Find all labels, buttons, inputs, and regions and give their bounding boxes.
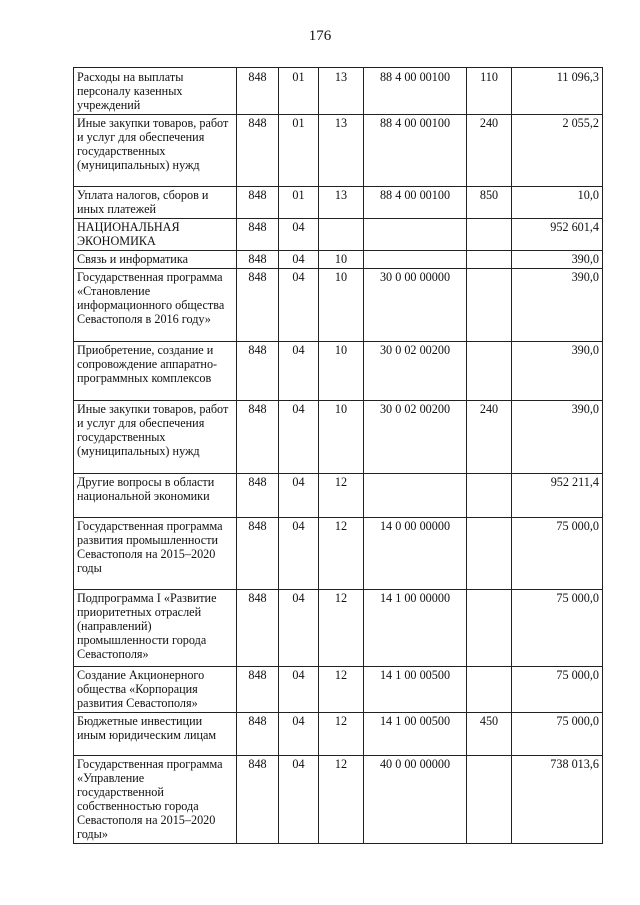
row-name-cell: Приобретение, создание и сопровождение аппаратно-программных комплексов <box>74 342 237 401</box>
expense-type-cell <box>467 342 512 401</box>
section-code-cell: 01 <box>279 187 319 219</box>
subsection-code-cell: 10 <box>319 401 364 474</box>
subsection-code-cell: 12 <box>319 474 364 518</box>
ministry-code-cell: 848 <box>237 68 279 115</box>
ministry-code-cell: 848 <box>237 115 279 187</box>
table-row <box>74 474 603 518</box>
row-name-cell: Другие вопросы в области национальной экономики <box>74 474 237 518</box>
row-name-cell: Подпрограмма I «Развитие приоритетных отраслей (направлений) промышленности города Севастополя» <box>74 590 237 667</box>
table-row <box>74 68 603 115</box>
amount-cell: 75 000,0 <box>512 518 603 590</box>
ministry-code-cell: 848 <box>237 713 279 756</box>
target-article-cell: 88 4 00 00100 <box>364 68 467 115</box>
target-article-cell <box>364 474 467 518</box>
expense-type-cell: 450 <box>467 713 512 756</box>
table-row <box>74 401 603 474</box>
row-name-cell: НАЦИОНАЛЬНАЯ ЭКОНОМИКА <box>74 219 237 251</box>
table-row <box>74 590 603 667</box>
table-row <box>74 219 603 251</box>
target-article-cell: 88 4 00 00100 <box>364 115 467 187</box>
table-row <box>74 342 603 401</box>
section-code-cell: 04 <box>279 667 319 713</box>
expense-type-cell <box>467 518 512 590</box>
amount-cell: 75 000,0 <box>512 590 603 667</box>
amount-cell: 390,0 <box>512 251 603 269</box>
target-article-cell: 14 0 00 00000 <box>364 518 467 590</box>
table-row <box>74 115 603 187</box>
table-row <box>74 667 603 713</box>
page-number: 176 <box>308 28 332 44</box>
amount-cell: 952 601,4 <box>512 219 603 251</box>
section-code-cell: 04 <box>279 401 319 474</box>
expense-type-cell <box>467 269 512 342</box>
target-article-cell <box>364 219 467 251</box>
subsection-code-cell: 12 <box>319 667 364 713</box>
table-row <box>74 713 603 756</box>
row-name-cell: Расходы на выплаты персоналу казенных учреждений <box>74 68 237 115</box>
table-row <box>74 187 603 219</box>
section-code-cell: 04 <box>279 251 319 269</box>
target-article-cell: 14 1 00 00000 <box>364 590 467 667</box>
ministry-code-cell: 848 <box>237 342 279 401</box>
amount-cell: 952 211,4 <box>512 474 603 518</box>
expense-type-cell <box>467 756 512 844</box>
target-article-cell: 30 0 02 00200 <box>364 342 467 401</box>
subsection-code-cell: 12 <box>319 713 364 756</box>
subsection-code-cell: 12 <box>319 518 364 590</box>
row-name-cell: Создание Акционерного общества «Корпорация развития Севастополя» <box>74 667 237 713</box>
ministry-code-cell: 848 <box>237 756 279 844</box>
table-row <box>74 518 603 590</box>
expense-type-cell <box>467 590 512 667</box>
amount-cell: 75 000,0 <box>512 667 603 713</box>
ministry-code-cell: 848 <box>237 219 279 251</box>
amount-cell: 10,0 <box>512 187 603 219</box>
ministry-code-cell: 848 <box>237 187 279 219</box>
expense-type-cell <box>467 219 512 251</box>
section-code-cell: 04 <box>279 590 319 667</box>
amount-cell: 390,0 <box>512 342 603 401</box>
subsection-code-cell: 12 <box>319 756 364 844</box>
section-code-cell: 04 <box>279 474 319 518</box>
ministry-code-cell: 848 <box>237 667 279 713</box>
target-article-cell: 88 4 00 00100 <box>364 187 467 219</box>
row-name-cell: Связь и информатика <box>74 251 237 269</box>
section-code-cell: 04 <box>279 518 319 590</box>
amount-cell: 390,0 <box>512 269 603 342</box>
section-code-cell: 01 <box>279 68 319 115</box>
expense-type-cell <box>467 667 512 713</box>
subsection-code-cell: 13 <box>319 68 364 115</box>
subsection-code-cell: 10 <box>319 269 364 342</box>
amount-cell: 75 000,0 <box>512 713 603 756</box>
subsection-code-cell: 13 <box>319 115 364 187</box>
target-article-cell: 30 0 00 00000 <box>364 269 467 342</box>
expense-type-cell <box>467 474 512 518</box>
row-name-cell: Бюджетные инвестиции иным юридическим лицам <box>74 713 237 756</box>
section-code-cell: 04 <box>279 713 319 756</box>
subsection-code-cell: 10 <box>319 251 364 269</box>
section-code-cell: 04 <box>279 219 319 251</box>
ministry-code-cell: 848 <box>237 401 279 474</box>
amount-cell: 738 013,6 <box>512 756 603 844</box>
target-article-cell: 14 1 00 00500 <box>364 667 467 713</box>
row-name-cell: Иные закупки товаров, работ и услуг для обеспечения государственных (муниципальных) нужд <box>74 401 237 474</box>
ministry-code-cell: 848 <box>237 590 279 667</box>
ministry-code-cell: 848 <box>237 518 279 590</box>
budget-table <box>73 67 603 844</box>
section-code-cell: 04 <box>279 269 319 342</box>
section-code-cell: 01 <box>279 115 319 187</box>
row-name-cell: Иные закупки товаров, работ и услуг для обеспечения государственных (муниципальных) нужд <box>74 115 237 187</box>
table-row <box>74 251 603 269</box>
table-row <box>74 269 603 342</box>
amount-cell: 11 096,3 <box>512 68 603 115</box>
ministry-code-cell: 848 <box>237 474 279 518</box>
expense-type-cell: 850 <box>467 187 512 219</box>
ministry-code-cell: 848 <box>237 251 279 269</box>
row-name-cell: Уплата налогов, сборов и иных платежей <box>74 187 237 219</box>
amount-cell: 2 055,2 <box>512 115 603 187</box>
subsection-code-cell: 13 <box>319 187 364 219</box>
target-article-cell <box>364 251 467 269</box>
row-name-cell: Государственная программа «Управление государственной собственностью города Севастополя на 2015–2020 годы» <box>74 756 237 844</box>
table-row <box>74 756 603 844</box>
expense-type-cell: 240 <box>467 401 512 474</box>
subsection-code-cell: 10 <box>319 342 364 401</box>
target-article-cell: 14 1 00 00500 <box>364 713 467 756</box>
expense-type-cell: 240 <box>467 115 512 187</box>
amount-cell: 390,0 <box>512 401 603 474</box>
subsection-code-cell: 12 <box>319 590 364 667</box>
row-name-cell: Государственная программа развития промышленности Севастополя на 2015–2020 годы <box>74 518 237 590</box>
section-code-cell: 04 <box>279 342 319 401</box>
ministry-code-cell: 848 <box>237 269 279 342</box>
target-article-cell: 30 0 02 00200 <box>364 401 467 474</box>
row-name-cell: Государственная программа «Становление информационного общества Севастополя в 2016 году» <box>74 269 237 342</box>
expense-type-cell: 110 <box>467 68 512 115</box>
section-code-cell: 04 <box>279 756 319 844</box>
target-article-cell: 40 0 00 00000 <box>364 756 467 844</box>
subsection-code-cell <box>319 219 364 251</box>
expense-type-cell <box>467 251 512 269</box>
